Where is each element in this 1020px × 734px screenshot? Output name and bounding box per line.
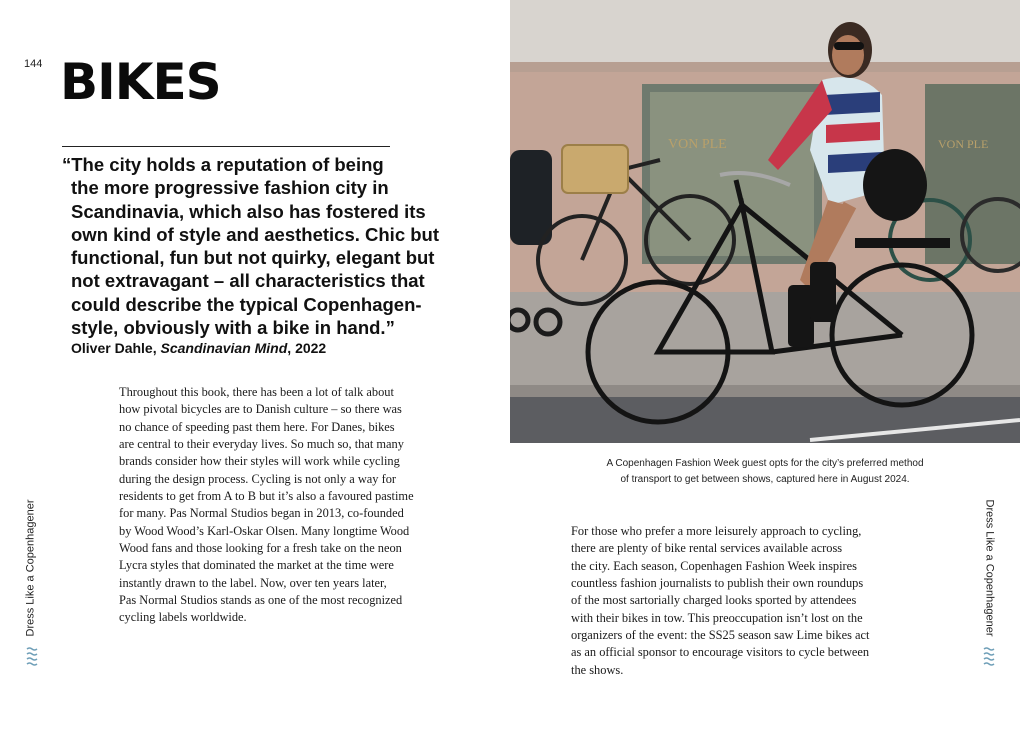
quote-year: , 2022 (287, 340, 327, 356)
text-line: instantly drawn to the label. Now, over ten years later, (119, 575, 387, 590)
title-divider (62, 146, 390, 147)
running-head-text: Dress Like a Copenhagener (983, 499, 996, 637)
text-line: there are plenty of bike rental services available across (571, 541, 843, 556)
quote-line: could describe the typical Copenhagen- (71, 293, 422, 315)
quote-line: own kind of style and aesthetics. Chic but (71, 223, 440, 245)
quote-line: functional, fun but not quirky, elegant but (71, 247, 435, 269)
text-line: cycling labels worldwide. (119, 610, 247, 625)
quote-attribution (71, 340, 326, 356)
cyclist-photo (510, 0, 1020, 443)
wave-icon (26, 646, 38, 668)
text-line: how pivotal bicycles are to Danish culture – so there was (119, 402, 402, 417)
text-line: during the design process. Cycling is not only a way for (119, 471, 397, 486)
text-line: are central to their everyday lives. So much so, that many (119, 437, 404, 452)
text-line: residents to get from A to B but it’s also a favoured pastime (119, 489, 414, 504)
chapter-title: BIKES (60, 53, 221, 111)
running-head-left (17, 496, 43, 640)
text-line: of the most sartorially charged looks sported by attendees (571, 593, 857, 608)
quote-author: Oliver Dahle, (71, 340, 157, 356)
text-line: countless fashion journalists to publish their own roundups (571, 576, 864, 591)
text-line: for many. Pas Normal Studios began in 2013, co-founded (119, 506, 404, 521)
text-line: as an official sponsor to encourage visitors to cycle between (571, 645, 870, 660)
running-head-text: Dress Like a Copenhagener (24, 499, 37, 637)
text-line: the shows. (571, 662, 624, 677)
text-line: Throughout this book, there has been a lot of talk about (119, 385, 394, 399)
quote-line: the more progressive fashion city in (71, 177, 389, 199)
caption-line: A Copenhagen Fashion Week guest opts for the city’s preferred method (606, 458, 924, 469)
paragraph (119, 384, 459, 627)
text-line: brands consider how their styles will work while cycling (119, 454, 400, 469)
svg-text:VON PLE: VON PLE (668, 137, 727, 152)
text-line: no chance of speeding past them here. For Danes, bikes (119, 419, 395, 434)
text-line: with their bikes in tow. This preoccupation isn’t lost on the (571, 610, 863, 625)
quote-line: Scandinavia, which also has fostered its (71, 200, 426, 222)
text-line: Lycra styles that dominated the market at the time were (119, 558, 394, 573)
paragraph (571, 523, 911, 679)
text-line: Wood fans and those looking for a fresh take on the neon (119, 541, 402, 556)
quote-line: style, obviously with a bike in hand.” (71, 317, 395, 339)
caption-line: of transport to get between shows, captured here in August 2024. (620, 473, 910, 485)
wave-icon (983, 646, 995, 668)
running-head-right (976, 496, 1002, 640)
text-line: the city. Each season, Copenhagen Fashion Week inspires (571, 558, 857, 573)
body-text-right (571, 523, 911, 679)
text-line: Pas Normal Studios stands as one of the most recognized (119, 593, 403, 608)
text-line: For those who prefer a more leisurely approach to cycling, (571, 524, 862, 538)
pull-quote (62, 153, 462, 339)
page-number: 144 (24, 58, 43, 70)
svg-text:VON PLE: VON PLE (938, 137, 989, 151)
text-line: organizers of the event: the SS25 season saw Lime bikes act (571, 628, 870, 643)
quote-source: Scandinavian Mind (160, 340, 288, 356)
quote-line: “The city holds a reputation of being (62, 154, 384, 175)
photo-caption (555, 456, 975, 487)
body-text-left (119, 384, 459, 627)
text-line: by Wood Wood’s Karl-Oskar Olsen. Many longtime Wood (119, 523, 410, 538)
quote-line: not extravagant – all characteristics that (71, 270, 425, 292)
